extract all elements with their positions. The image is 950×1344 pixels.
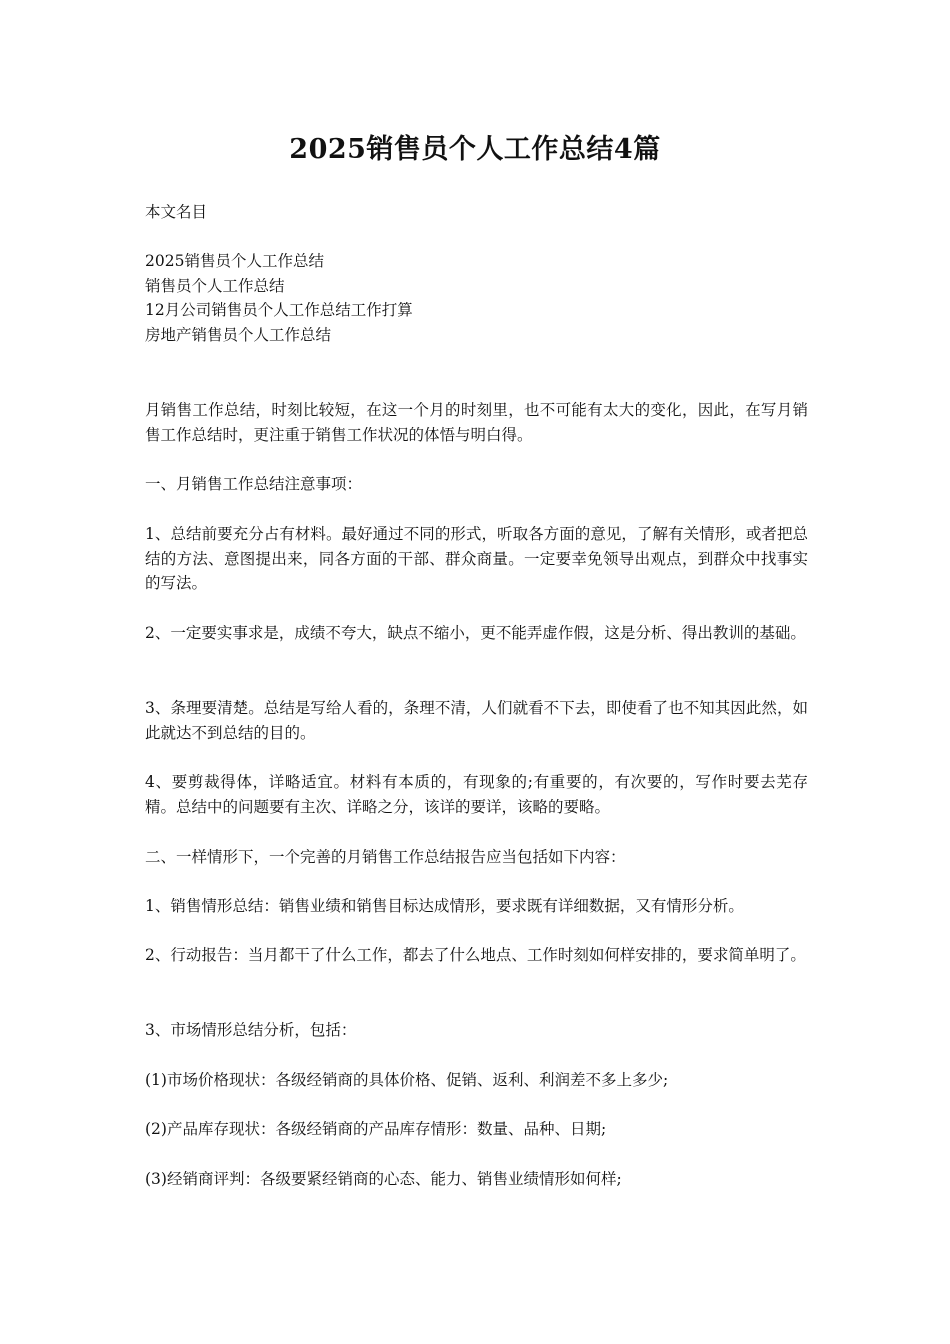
paragraph-item: 3、市场情形总结分析，包括： (145, 1021, 357, 1039)
paragraph-item: (2)产品库存现状：各级经销商的产品库存情形：数量、品种、日期; (145, 1120, 607, 1138)
paragraph-item: (1)市场价格现状：各级经销商的具体价格、促销、返利、利润差不多上多少; (145, 1071, 669, 1089)
toc-item: 房地产销售员个人工作总结 (145, 325, 332, 344)
paragraph-item: 1、销售情形总结：销售业绩和销售目标达成情形，要求既有详细数据，又有情形分析。 (145, 897, 744, 915)
toc-heading: 本文名目 (145, 203, 208, 221)
document-title: 2025销售员个人工作总结4篇 (289, 134, 661, 165)
paragraph-item: 2、一定要实事求是，成绩不夸大，缺点不缩小，更不能弄虚作假，这是分析、得出教训的基础。 (145, 624, 806, 642)
toc-item: 销售员个人工作总结 (145, 276, 285, 295)
paragraph-item: (3)经销商评判：各级要紧经销商的心态、能力、销售业绩情形如何样; (145, 1170, 622, 1188)
paragraph-item: 4、要剪裁得体，详略适宜。材料有本质的，有现象的;有重要的，有次要的，写作时要去芜存精。总结中的问题要有主次、详略之分，该详的要详，该略的要略。 (145, 773, 808, 816)
paragraph-item: 3、条理要清楚。总结是写给人看的，条理不清，人们就看不下去，即使看了也不知其因此然，如此就达不到总结的目的。 (145, 699, 808, 742)
paragraph-item: 1、总结前要充分占有材料。最好通过不同的形式，听取各方面的意见，了解有关情形，或者把总结的方法、意图提出来，同各方面的干部、群众商量。一定要幸免领导出观点，到群众中找事实的写法。 (145, 525, 808, 592)
toc-item: 12月公司销售员个人工作总结工作打算 (145, 301, 413, 319)
section-heading-1: 一、月销售工作总结注意事项： (145, 475, 363, 493)
intro-paragraph: 月销售工作总结，时刻比较短，在这一个月的时刻里，也不可能有太大的变化，因此，在写月销售工作总结时，更注重于销售工作状况的体悟与明白得。 (145, 401, 808, 444)
toc-item: 2025销售员个人工作总结 (145, 252, 324, 270)
paragraph-item: 2、行动报告：当月都干了什么工作，都去了什么地点、工作时刻如何样安排的，要求简单明了。 (145, 946, 806, 964)
section-heading-2: 二、一样情形下，一个完善的月销售工作总结报告应当包括如下内容： (145, 848, 626, 866)
table-of-contents (145, 249, 808, 347)
